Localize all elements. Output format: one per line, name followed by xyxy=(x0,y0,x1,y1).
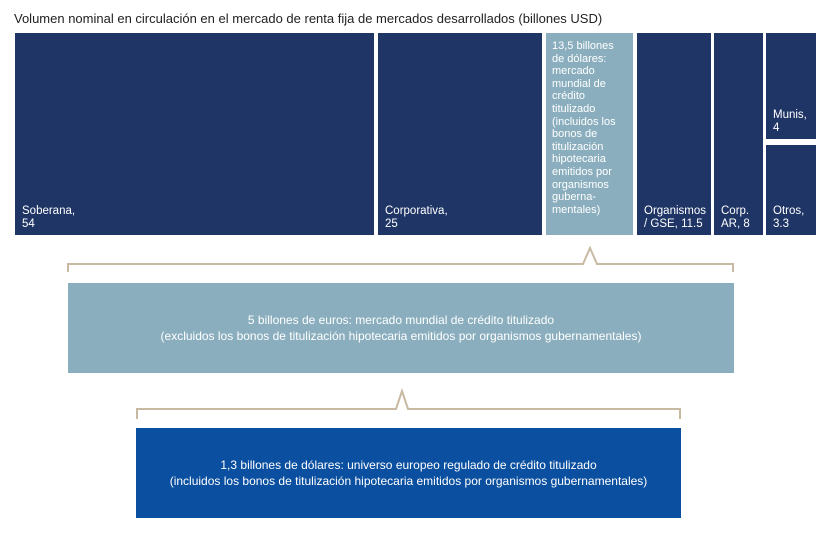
chart-title: Volumen nominal en circulación en el mercado de renta fija de mercados desarrollados (billones USD) xyxy=(14,11,603,26)
callout-global-line2: (excluidos los bonos de titulización hipotecaria emitidos por organismos gubernamentales) xyxy=(160,329,642,343)
tile-munis-value: 4 xyxy=(773,122,780,134)
callout-european-securitised-credit xyxy=(136,428,681,518)
tile-munis-label: Munis, xyxy=(773,109,807,121)
tile-otros-value: 3.3 xyxy=(773,218,789,230)
tile-corporativa-value: 25 xyxy=(385,218,398,230)
callout-global-securitised-credit xyxy=(68,283,734,373)
tile-organismos-label: Organismos xyxy=(644,205,706,217)
tile-corporativa-label: Corporativa, xyxy=(385,205,448,217)
brace-upper xyxy=(68,248,733,272)
tile-soberana-value: 54 xyxy=(22,218,35,230)
brace-lower xyxy=(137,391,680,419)
tile-credito-titulizado-label: 13,5 billones de dólares: mercado mundial de crédito titulizado (incluidos los bonos de titulización hipotecaria emitidos por organismos guberna- mentales) xyxy=(552,40,616,216)
tile-otros-label: Otros, xyxy=(773,205,805,217)
callout-global-line1: 5 billones de euros: mercado mundial de crédito titulizado xyxy=(247,313,555,327)
callout-european-line1: 1,3 billones de dólares: universo europeo regulado de crédito titulizado xyxy=(220,458,597,472)
tile-organismos-value: / GSE, 11.5 xyxy=(644,218,703,230)
tile-corp-ar-label: Corp. xyxy=(721,205,750,217)
tile-soberana-label: Soberana, xyxy=(22,205,76,217)
tile-corp-ar-value: AR, 8 xyxy=(721,218,750,230)
callout-european-line2: (incluidos los bonos de titulización hipotecaria emitidos por organismos gubernamentales) xyxy=(169,474,648,488)
